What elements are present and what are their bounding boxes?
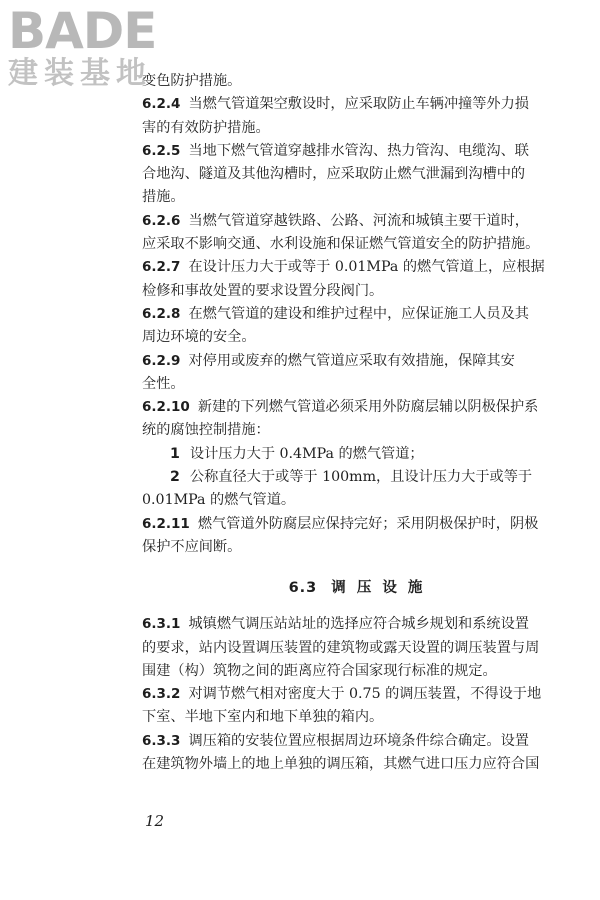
- watermark-chinese: 建装基地: [8, 56, 152, 91]
- clause-text: 害的有效防护措施。: [142, 119, 270, 136]
- clause: [142, 443, 572, 466]
- clause-text: 下室、半地下室内和地下单独的箱内。: [142, 709, 384, 726]
- clause-text: 当地下燃气管道穿越排水管沟、热力管沟、电缆沟、联: [188, 142, 529, 159]
- clause-text: 合地沟、隧道及其他沟槽时，应采取防止燃气泄漏到沟槽中的: [142, 166, 526, 183]
- clause-first-line: [142, 466, 572, 489]
- clause-text: 调压箱的安装位置应根据周边环境条件综合确定。设置: [188, 732, 529, 749]
- clause-text: 在建筑物外墙上的地上单独的调压箱，其燃气进口压力应符合国: [142, 756, 540, 773]
- clause-line: [142, 117, 572, 140]
- clause-number: 6.2.11: [142, 515, 190, 532]
- clause-text: 对调节燃气相对密度大于 0.75 的调压装置，不得设于地: [188, 686, 542, 703]
- clause-first-line: [142, 93, 572, 116]
- clause-text: 0.01MPa 的燃气管道。: [142, 492, 296, 509]
- clause: [142, 256, 572, 303]
- clause: [142, 513, 572, 560]
- clause-text: 保护不应间断。: [142, 538, 242, 555]
- clause-number: 6.3.3: [142, 732, 181, 749]
- clause: [142, 140, 572, 210]
- clause-line: [142, 186, 572, 209]
- clauses-group-6-3: [142, 613, 572, 776]
- clause-number: 6.2.7: [142, 259, 181, 276]
- clause-line: [142, 326, 572, 349]
- section-title: 调 压 设 施: [331, 580, 426, 597]
- clause-first-line: [142, 443, 572, 466]
- clause-number: 6.3.2: [142, 686, 181, 703]
- page-body: [142, 70, 572, 776]
- clause-first-line: [142, 350, 572, 373]
- clause-text: 的要求，站内设置调压装置的建筑物或露天设置的调压装置与周: [142, 639, 540, 656]
- clause: [142, 730, 572, 777]
- clause-number: 6.2.8: [142, 305, 181, 322]
- clause-text: 应采取不影响交通、水利设施和保证燃气管道安全的防护措施。: [142, 236, 540, 253]
- clause-text: 新建的下列燃气管道必须采用外防腐层辅以阴极保护系: [197, 399, 539, 416]
- clause-text: 燃气管道外防腐层应保持完好；采用阴极保护时，阴极: [197, 515, 539, 532]
- clause-number: 6.2.4: [142, 96, 181, 113]
- clause-number: 6.3.1: [142, 616, 181, 633]
- clause-text: 围建（构）筑物之间的距离应符合国家现行标准的规定。: [142, 662, 497, 679]
- clause-text: 当燃气管道穿越铁路、公路、河流和城镇主要干道时，: [188, 212, 529, 229]
- clause-text: 周边环境的安全。: [142, 329, 256, 346]
- section-number: 6.3: [288, 580, 318, 597]
- clause-line: [142, 280, 572, 303]
- clauses-group-6-2-end: [142, 513, 572, 560]
- clause-text: 全性。: [142, 375, 185, 392]
- clause-first-line: [142, 730, 572, 753]
- clauses-group-6-2: [142, 93, 572, 442]
- clause: [142, 303, 572, 350]
- clause-text: 公称直径大于或等于 100mm，且设计压力大于或等于: [189, 469, 533, 486]
- clause: [142, 93, 572, 140]
- clause-number: 6.2.10: [142, 399, 190, 416]
- clause-line: [142, 163, 572, 186]
- clause-number: 6.2.6: [142, 212, 181, 229]
- clause-number: 2: [170, 469, 180, 486]
- clause: [142, 466, 572, 513]
- page-number: 12: [145, 812, 165, 830]
- clause: [142, 350, 572, 397]
- clause-first-line: [142, 210, 572, 233]
- clause-line: [142, 233, 572, 256]
- clause-first-line: [142, 513, 572, 536]
- clause-number: 6.2.5: [142, 142, 181, 159]
- clause-text: 当燃气管道架空敷设时，应采取防止车辆冲撞等外力损: [188, 96, 529, 113]
- clause-first-line: [142, 256, 572, 279]
- clause: [142, 683, 572, 730]
- clause-line: [142, 419, 572, 442]
- clause: [142, 613, 572, 683]
- clause-line: [142, 373, 572, 396]
- clause: [142, 396, 572, 443]
- clause-first-line: [142, 613, 572, 636]
- sub-items-list: [142, 443, 572, 513]
- watermark-word: BADE: [8, 2, 157, 60]
- clause-number: 1: [170, 445, 180, 462]
- clause-number: 6.2.9: [142, 352, 181, 369]
- clause-text: 设计压力大于 0.4MPa 的燃气管道；: [189, 445, 424, 462]
- clause-first-line: [142, 396, 572, 419]
- top-line: 变色防护措施。: [142, 73, 242, 89]
- clause-text: 城镇燃气调压站站址的选择应符合城乡规划和系统设置: [188, 616, 529, 633]
- clause-text: 在燃气管道的建设和维护过程中，应保证施工人员及其: [188, 305, 529, 322]
- clause-line: [142, 637, 572, 660]
- clause-text: 统的腐蚀控制措施：: [142, 422, 270, 439]
- clause-first-line: [142, 140, 572, 163]
- clause-text: 措施。: [142, 189, 185, 206]
- clause-first-line: [142, 683, 572, 706]
- clause-line: [142, 660, 572, 683]
- clause: [142, 210, 572, 257]
- section-heading: [142, 565, 572, 611]
- clause-line: [142, 706, 572, 729]
- clause-line: [142, 489, 572, 512]
- clause-text: 对停用或废弃的燃气管道应采取有效措施，保障其安: [188, 352, 515, 369]
- clause-text: 在设计压力大于或等于 0.01MPa 的燃气管道上，应根据: [188, 259, 545, 276]
- clause-line: [142, 753, 572, 776]
- clause-text: 检修和事故处置的要求设置分段阀门。: [142, 282, 384, 299]
- clause-first-line: [142, 303, 572, 326]
- clause-line: [142, 536, 572, 559]
